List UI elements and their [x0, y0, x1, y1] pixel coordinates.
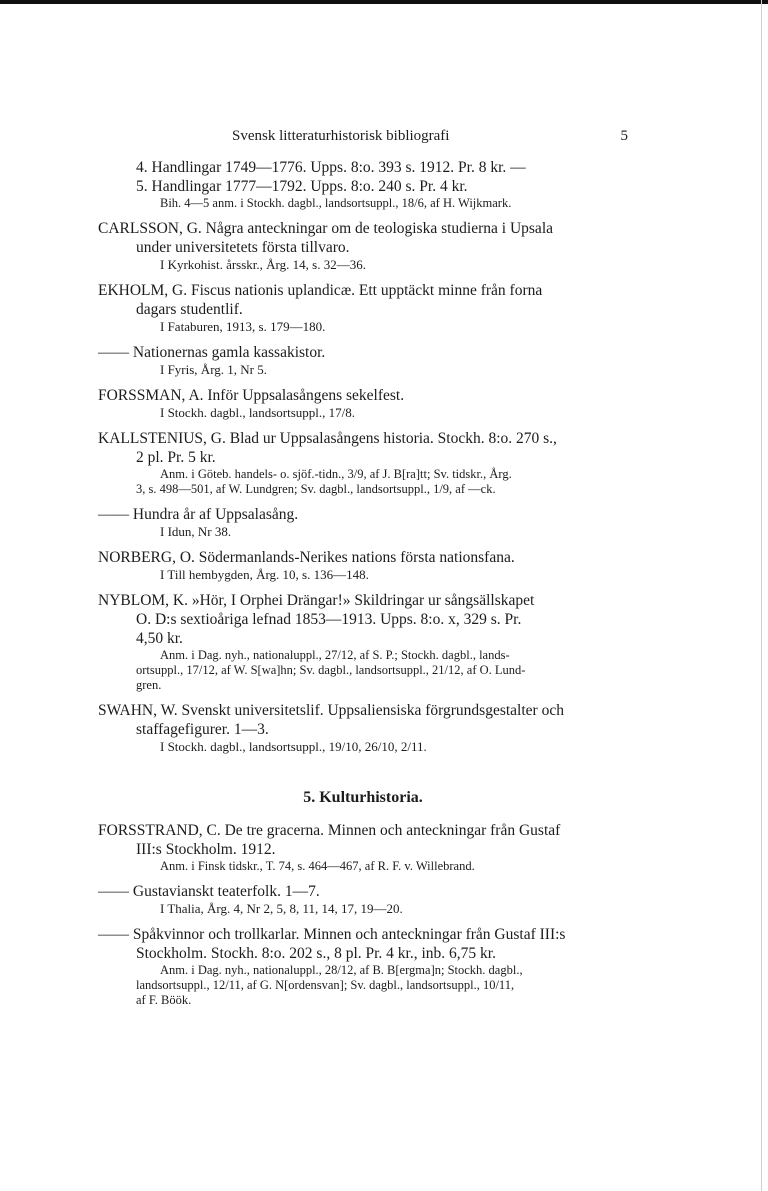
entry-title: CARLSSON, G. Några anteckningar om de teologiska studierna i Upsala — [98, 220, 554, 237]
bibliography-list — [98, 158, 628, 1008]
entry-source: I Kyrkohist. årsskr., Årg. 14, s. 32—36. — [160, 257, 366, 272]
entry-title-cont: O. D:s sextioåriga lefnad 1853—1913. Upps. 8:o. x, 329 s. Pr. — [136, 611, 522, 628]
entry-handlingar-5 — [98, 177, 628, 196]
entry-title: —— Spåkvinnor och trollkarlar. Minnen och anteckningar från Gustaf III:s — [98, 926, 566, 943]
annotation: Anm. i Göteb. handels- o. sjöf.-tidn., 3/9, af J. B[ra]tt; Sv. tidskr., Årg. — [160, 467, 512, 481]
entry-title-cont: under universitetets första tillvaro. — [136, 239, 350, 256]
entry-carlsson — [98, 219, 628, 257]
entry-kallstenius-1 — [98, 429, 628, 467]
entry-source: I Stockh. dagbl., landsortsuppl., 19/10, 26/10, 2/11. — [160, 739, 427, 754]
entry-text: 5. Handlingar 1777—1792. Upps. 8:o. 240 s. Pr. 4 kr. — [136, 178, 468, 195]
entry-source: I Till hembygden, Årg. 10, s. 136—148. — [160, 567, 369, 582]
entry-source: I Idun, Nr 38. — [160, 524, 232, 539]
entry-nyblom — [98, 591, 628, 648]
entry-source: I Thalia, Årg. 4, Nr 2, 5, 8, 11, 14, 17, 19—20. — [160, 901, 403, 916]
annotation-cont: ortsuppl., 17/12, af W. S[wa]hn; Sv. dagbl., landsortsuppl., 21/12, af O. Lund- — [136, 663, 526, 677]
entry-text: 4. Handlingar 1749—1776. Upps. 8:o. 393 s. 1912. Pr. 8 kr. — — [136, 159, 526, 176]
entry-title: SWAHN, W. Svenskt universitetslif. Uppsaliensiska förgrundsgestalter och — [98, 702, 564, 719]
entry-title: —— Hundra år af Uppsalasång. — [98, 506, 299, 523]
entry-title-cont: III:s Stockholm. 1912. — [136, 841, 276, 858]
entry-title: NYBLOM, K. »Hör, I Orphei Drängar!» Skildringar ur sångsällskapet — [98, 592, 535, 609]
annotation: Bih. 4—5 anm. i Stockh. dagbl., landsortsuppl., 18/6, af H. Wijkmark. — [160, 196, 512, 210]
entry-title: —— Nationernas gamla kassakistor. — [98, 344, 326, 361]
section-heading: 5. Kulturhistoria. — [303, 789, 423, 806]
entry-title-cont: Stockholm. Stockh. 8:o. 202 s., 8 pl. Pr. 4 kr., inb. 6,75 kr. — [136, 945, 496, 962]
scan-right-edge — [761, 0, 762, 1191]
entry-source: I Fataburen, 1913, s. 179—180. — [160, 319, 326, 334]
annotation: Anm. i Finsk tidskr., T. 74, s. 464—467, af R. F. v. Willebrand. — [160, 859, 475, 873]
entry-title-cont: 2 pl. Pr. 5 kr. — [136, 449, 216, 466]
entry-source: I Fyris, Årg. 1, Nr 5. — [160, 362, 268, 377]
page-number: 5 — [620, 128, 628, 144]
entry-title-cont: dagars studentlif. — [136, 301, 243, 318]
entry-forsstrand-3 — [98, 925, 628, 963]
annotation: Anm. i Dag. nyh., nationaluppl., 28/12, af B. B[ergma]n; Stockh. dagbl., — [160, 963, 523, 977]
annotation: Anm. i Dag. nyh., nationaluppl., 27/12, af S. P.; Stockh. dagbl., lands- — [160, 648, 510, 662]
entry-title: NORBERG, O. Södermanlands-Nerikes nations första nationsfana. — [98, 549, 515, 566]
entry-ekholm-1 — [98, 281, 628, 319]
entry-norberg — [98, 548, 628, 567]
entry-handlingar-4 — [98, 158, 628, 177]
running-title: Svensk litteraturhistorisk bibliografi — [232, 128, 450, 144]
entry-source: I Stockh. dagbl., landsortsuppl., 17/8. — [160, 405, 355, 420]
entry-forsstrand-2 — [98, 882, 628, 901]
entry-title: EKHOLM, G. Fiscus nationis uplandicæ. Ett upptäckt minne från forna — [98, 282, 543, 299]
entry-forssman — [98, 386, 628, 405]
annotation-cont: gren. — [136, 678, 162, 692]
entry-kallstenius-2 — [98, 505, 628, 524]
entry-title: FORSSTRAND, C. De tre gracerna. Minnen och anteckningar från Gustaf — [98, 822, 561, 839]
annotation-cont: af F. Böök. — [136, 993, 192, 1007]
entry-title-cont: 4,50 kr. — [136, 630, 183, 647]
entry-title: FORSSMAN, A. Inför Uppsalasångens sekelfest. — [98, 387, 405, 404]
entry-title-cont: staffagefigurer. 1—3. — [136, 721, 269, 738]
entry-ekholm-2 — [98, 343, 628, 362]
annotation-cont: landsortsuppl., 12/11, af G. N[ordensvan]; Sv. dagbl., landsortsuppl., 10/11, — [136, 978, 515, 992]
entry-title: KALLSTENIUS, G. Blad ur Uppsalasångens historia. Stockh. 8:o. 270 s., — [98, 430, 557, 447]
scan-top-border — [0, 0, 768, 4]
annotation-cont: 3, s. 498—501, af W. Lundgren; Sv. dagbl., landsortsuppl., 1/9, af —ck. — [136, 482, 496, 496]
entry-title: —— Gustavianskt teaterfolk. 1—7. — [98, 883, 320, 900]
entry-forsstrand-1 — [98, 821, 628, 859]
entry-swahn — [98, 701, 628, 739]
